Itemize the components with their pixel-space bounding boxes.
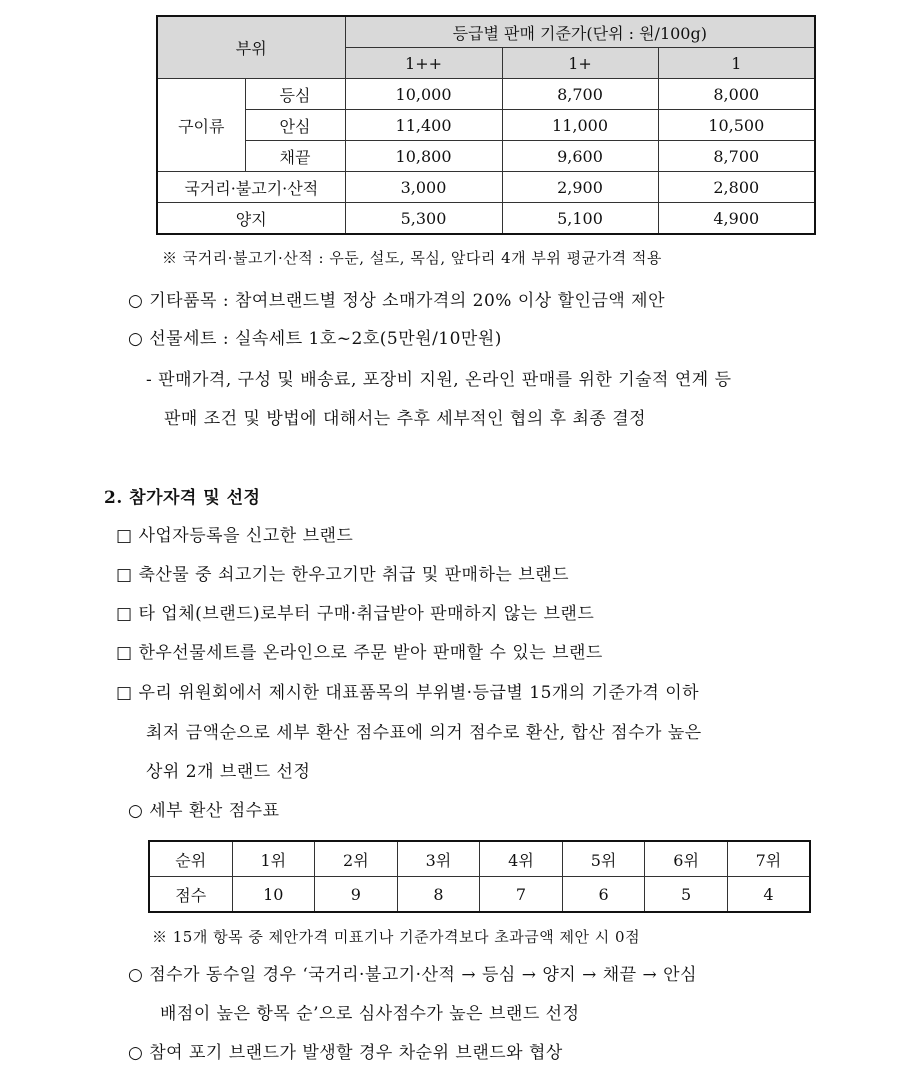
table-row [157, 79, 815, 110]
header-price: 등급별 판매 기준가(단위 : 원/100g) [345, 16, 815, 48]
score-cell: 10 [232, 877, 315, 913]
price-cell: 10,000 [345, 79, 502, 110]
section-heading: 2. 참가자격 및 선정 [104, 488, 261, 508]
score-note: ※ 15개 항목 중 제안가격 미표기나 기준가격보다 초과금액 제안 시 0점 [152, 928, 641, 946]
requirement-item: □ 사업자등록을 신고한 브랜드 [116, 526, 354, 546]
price-cell: 5,100 [502, 203, 658, 235]
price-cell: 8,700 [502, 79, 658, 110]
rank-cell: 4위 [480, 841, 563, 877]
price-cell: 8,700 [658, 141, 815, 172]
price-cell: 4,900 [658, 203, 815, 235]
price-cell: 10,800 [345, 141, 502, 172]
gift-detail-line: - 판매가격, 구성 및 배송료, 포장비 지원, 온라인 판매를 위한 기술적 연계 등 [146, 370, 732, 390]
price-cell: 5,300 [345, 203, 502, 235]
price-cell: 11,000 [502, 110, 658, 141]
price-cell: 3,000 [345, 172, 502, 203]
etc-items-line: ○ 기타품목 : 참여브랜드별 정상 소매가격의 20% 이상 할인금액 제안 [128, 291, 666, 311]
score-label: 점수 [149, 877, 232, 913]
grade-header: 1 [658, 48, 815, 79]
requirement-item: □ 축산물 중 쇠고기는 한우고기만 취급 및 판매하는 브랜드 [116, 565, 569, 585]
score-cell: 6 [562, 877, 645, 913]
part-label: 등심 [245, 79, 345, 110]
score-cell: 7 [480, 877, 563, 913]
score-cell: 8 [397, 877, 480, 913]
table-row [149, 841, 810, 877]
requirement-item: □ 타 업체(브랜드)로부터 구매·취급받아 판매하지 않는 브랜드 [116, 604, 595, 624]
rank-cell: 7위 [727, 841, 810, 877]
header-part: 부위 [157, 16, 345, 79]
price-cell: 11,400 [345, 110, 502, 141]
gift-set-line: ○ 선물세트 : 실속세트 1호~2호(5만원/10만원) [128, 329, 502, 349]
rank-cell: 6위 [645, 841, 728, 877]
tie-rule-line: ○ 점수가 동수일 경우 ‘국거리·불고기·산적 → 등심 → 양지 → 채끝 → 안심 [128, 965, 697, 985]
table-row [157, 203, 815, 235]
gift-detail-line: 판매 조건 및 방법에 대해서는 추후 세부적인 협의 후 최종 결정 [164, 409, 647, 429]
price-note: ※ 국거리·불고기·산적 : 우둔, 설도, 목심, 앞다리 4개 부위 평균가격 적용 [162, 249, 662, 267]
table-row [157, 141, 815, 172]
score-table [148, 840, 811, 913]
rank-cell: 3위 [397, 841, 480, 877]
grade-header: 1++ [345, 48, 502, 79]
part-label: 안심 [245, 110, 345, 141]
part-label: 국거리·불고기·산적 [157, 172, 345, 203]
price-cell: 10,500 [658, 110, 815, 141]
part-label: 채끝 [245, 141, 345, 172]
requirement-item: □ 우리 위원회에서 제시한 대표품목의 부위별·등급별 15개의 기준가격 이하 [116, 683, 700, 703]
score-cell: 5 [645, 877, 728, 913]
group-label: 구이류 [157, 79, 245, 172]
requirement-item: □ 한우선물세트를 온라인으로 주문 받아 판매할 수 있는 브랜드 [116, 643, 603, 663]
table-row [157, 110, 815, 141]
grade-header: 1+ [502, 48, 658, 79]
rank-cell: 1위 [232, 841, 315, 877]
score-cell: 9 [315, 877, 398, 913]
score-cell: 4 [727, 877, 810, 913]
price-cell: 2,800 [658, 172, 815, 203]
table-row [149, 877, 810, 913]
price-cell: 9,600 [502, 141, 658, 172]
price-cell: 2,900 [502, 172, 658, 203]
giveup-line: ○ 참여 포기 브랜드가 발생할 경우 차순위 브랜드와 협상 [128, 1043, 563, 1063]
part-label: 양지 [157, 203, 345, 235]
tie-rule-line: 배점이 높은 항목 순’으로 심사점수가 높은 브랜드 선정 [160, 1004, 580, 1024]
rank-cell: 2위 [315, 841, 398, 877]
table-row [157, 172, 815, 203]
price-table [156, 15, 816, 235]
price-cell: 8,000 [658, 79, 815, 110]
rank-cell: 5위 [562, 841, 645, 877]
rank-label: 순위 [149, 841, 232, 877]
requirement-item-cont: 최저 금액순으로 세부 환산 점수표에 의거 점수로 환산, 합산 점수가 높은 [146, 723, 702, 743]
requirement-item-cont: 상위 2개 브랜드 선정 [146, 762, 311, 782]
score-table-title: ○ 세부 환산 점수표 [128, 801, 280, 821]
